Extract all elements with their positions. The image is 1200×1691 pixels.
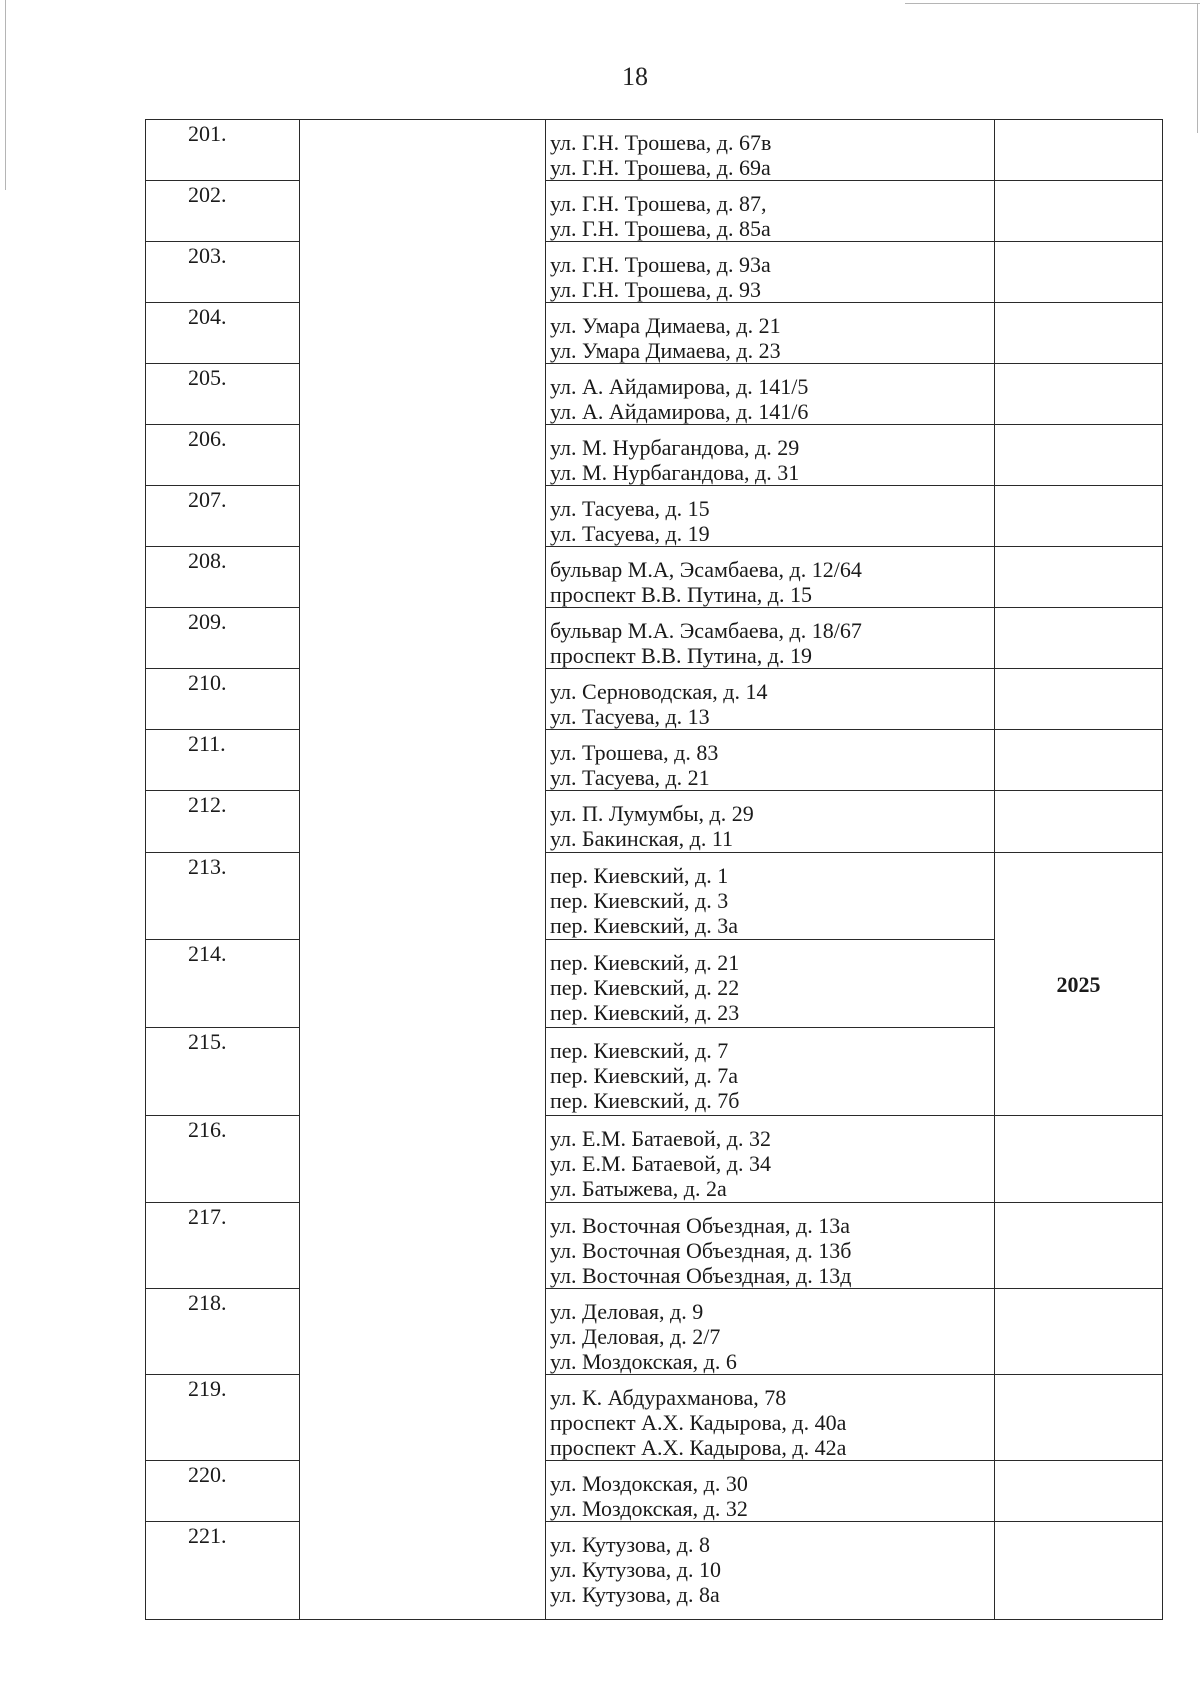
address-cell xyxy=(546,486,995,547)
address-cell xyxy=(546,791,995,853)
address-cell xyxy=(546,730,995,791)
year-cell xyxy=(995,425,1163,486)
row-number: 202. xyxy=(146,181,300,242)
row-number: 218. xyxy=(146,1289,300,1375)
table-row xyxy=(146,1289,1163,1375)
address-line: ул. Тасуева, д. 19 xyxy=(550,521,710,546)
address-cell xyxy=(546,1375,995,1461)
address-line: ул. Г.Н. Трошева, д. 93а xyxy=(550,252,771,277)
year-cell xyxy=(995,1522,1163,1620)
row-number: 210. xyxy=(146,669,300,730)
address-line: ул. Серноводская, д. 14 xyxy=(550,679,768,704)
address-cell xyxy=(546,1522,995,1620)
address-line: ул. Трошева, д. 83 xyxy=(550,740,719,765)
address-line: пер. Киевский, д. 7 xyxy=(550,1038,729,1063)
table-row xyxy=(146,1461,1163,1522)
address-line: ул. Восточная Объездная, д. 13а xyxy=(550,1213,851,1238)
address-line: ул. Г.Н. Трошева, д. 85а xyxy=(550,216,771,241)
table-row xyxy=(146,669,1163,730)
year-cell xyxy=(995,181,1163,242)
year-cell xyxy=(995,1203,1163,1289)
address-table xyxy=(145,119,1163,1620)
address-cell xyxy=(546,547,995,608)
table-row xyxy=(146,547,1163,608)
address-line: пер. Киевский, д. 23 xyxy=(550,1000,740,1025)
address-line: пер. Киевский, д. 3а xyxy=(550,913,738,938)
address-line: ул. Кутузова, д. 8а xyxy=(550,1582,720,1607)
address-cell xyxy=(546,364,995,425)
row-number: 209. xyxy=(146,608,300,669)
address-cell xyxy=(546,120,995,181)
address-line: проспект А.Х. Кадырова, д. 40а xyxy=(550,1410,847,1435)
row-number: 203. xyxy=(146,242,300,303)
address-line: ул. М. Нурбагандова, д. 31 xyxy=(550,460,800,485)
address-line: ул. Батыжева, д. 2а xyxy=(550,1176,727,1201)
row-number: 206. xyxy=(146,425,300,486)
scan-edge-left xyxy=(5,0,6,190)
page-number: 18 xyxy=(622,62,648,91)
table-row xyxy=(146,1375,1163,1461)
table-row xyxy=(146,608,1163,669)
row-number: 215. xyxy=(146,1028,300,1116)
address-cell xyxy=(546,1116,995,1203)
address-table-body xyxy=(146,120,1163,1620)
row-number: 207. xyxy=(146,486,300,547)
row-number: 216. xyxy=(146,1116,300,1203)
address-line: пер. Киевский, д. 7а xyxy=(550,1063,738,1088)
year-cell xyxy=(995,364,1163,425)
address-line: проспект В.В. Путина, д. 15 xyxy=(550,582,812,607)
address-line: ул. А. Айдамирова, д. 141/5 xyxy=(550,374,809,399)
address-line: ул. А. Айдамирова, д. 141/6 xyxy=(550,399,809,424)
year-cell xyxy=(995,730,1163,791)
table-row xyxy=(146,181,1163,242)
row-number: 220. xyxy=(146,1461,300,1522)
address-line: пер. Киевский, д. 22 xyxy=(550,975,740,1000)
address-line: пер. Киевский, д. 1 xyxy=(550,863,729,888)
year-cell xyxy=(995,242,1163,303)
year-cell xyxy=(995,486,1163,547)
address-cell xyxy=(546,242,995,303)
address-line: ул. Тасуева, д. 13 xyxy=(550,704,710,729)
address-line: ул. Тасуева, д. 15 xyxy=(550,496,710,521)
table-row xyxy=(146,425,1163,486)
address-cell xyxy=(546,1461,995,1522)
address-line: ул. Умара Димаева, д. 21 xyxy=(550,313,781,338)
address-line: ул. Г.Н. Трошева, д. 87, xyxy=(550,191,767,216)
address-cell xyxy=(546,303,995,364)
address-cell xyxy=(546,940,995,1028)
year-cell xyxy=(995,1116,1163,1203)
year-cell xyxy=(995,303,1163,364)
address-line: ул. Моздокская, д. 30 xyxy=(550,1471,748,1496)
address-cell xyxy=(546,1203,995,1289)
address-cell xyxy=(546,853,995,940)
row-number: 211. xyxy=(146,730,300,791)
address-line: ул. Бакинская, д. 11 xyxy=(550,826,734,851)
year-cell xyxy=(995,1289,1163,1375)
address-line: проспект А.Х. Кадырова, д. 42а xyxy=(550,1435,847,1460)
address-line: ул. Умара Димаева, д. 23 xyxy=(550,338,781,363)
address-cell xyxy=(546,181,995,242)
table-row xyxy=(146,1203,1163,1289)
row-number: 208. xyxy=(146,547,300,608)
address-line: ул. Деловая, д. 9 xyxy=(550,1299,704,1324)
address-line: ул. Восточная Объездная, д. 13б xyxy=(550,1238,852,1263)
table-row xyxy=(146,364,1163,425)
table-row xyxy=(146,730,1163,791)
year-cell xyxy=(995,547,1163,608)
table-row xyxy=(146,242,1163,303)
address-line: пер. Киевский, д. 7б xyxy=(550,1088,740,1113)
address-line: ул. Г.Н. Трошева, д. 67в xyxy=(550,130,772,155)
table-row xyxy=(146,791,1163,853)
year-cell xyxy=(995,1375,1163,1461)
address-line: ул. М. Нурбагандова, д. 29 xyxy=(550,435,800,460)
year-label: 2025 xyxy=(995,853,1163,1116)
address-cell xyxy=(546,669,995,730)
table-row xyxy=(146,853,1163,940)
row-number: 212. xyxy=(146,791,300,853)
address-line: ул. Кутузова, д. 10 xyxy=(550,1557,721,1582)
address-line: пер. Киевский, д. 21 xyxy=(550,950,740,975)
address-line: ул. Е.М. Батаевой, д. 32 xyxy=(550,1126,771,1151)
address-line: ул. Деловая, д. 2/7 xyxy=(550,1324,721,1349)
address-cell xyxy=(546,1028,995,1116)
year-cell xyxy=(995,669,1163,730)
table-row xyxy=(146,303,1163,364)
address-line: ул. Тасуева, д. 21 xyxy=(550,765,710,790)
address-line: бульвар М.А. Эсамбаева, д. 18/67 xyxy=(550,618,862,643)
address-line: пер. Киевский, д. 3 xyxy=(550,888,729,913)
address-line: бульвар М.А, Эсамбаева, д. 12/64 xyxy=(550,557,862,582)
address-line: ул. Кутузова, д. 8 xyxy=(550,1532,710,1557)
address-line: ул. Е.М. Батаевой, д. 34 xyxy=(550,1151,771,1176)
address-line: ул. К. Абдурахманова, 78 xyxy=(550,1385,787,1410)
address-cell xyxy=(546,425,995,486)
address-line: ул. Г.Н. Трошева, д. 93 xyxy=(550,277,761,302)
table-row xyxy=(146,120,1163,181)
table-row xyxy=(146,1522,1163,1620)
table-row xyxy=(146,1116,1163,1203)
address-line: ул. Восточная Объездная, д. 13д xyxy=(550,1263,852,1288)
year-cell xyxy=(995,791,1163,853)
row-number: 213. xyxy=(146,853,300,940)
year-cell xyxy=(995,608,1163,669)
row-number: 219. xyxy=(146,1375,300,1461)
address-line: ул. Моздокская, д. 6 xyxy=(550,1349,737,1374)
table-row xyxy=(146,486,1163,547)
address-cell xyxy=(546,608,995,669)
row-number: 201. xyxy=(146,120,300,181)
scan-edge-top xyxy=(905,3,1200,4)
row-number: 204. xyxy=(146,303,300,364)
row-number: 205. xyxy=(146,364,300,425)
year-cell xyxy=(995,1461,1163,1522)
empty-column-cell xyxy=(300,120,546,1620)
address-line: ул. Г.Н. Трошева, д. 69а xyxy=(550,155,771,180)
row-number: 214. xyxy=(146,940,300,1028)
row-number: 217. xyxy=(146,1203,300,1289)
address-line: ул. П. Лумумбы, д. 29 xyxy=(550,801,754,826)
address-cell xyxy=(546,1289,995,1375)
address-line: проспект В.В. Путина, д. 19 xyxy=(550,643,812,668)
address-line: ул. Моздокская, д. 32 xyxy=(550,1496,748,1521)
row-number: 221. xyxy=(146,1522,300,1620)
year-cell xyxy=(995,120,1163,181)
